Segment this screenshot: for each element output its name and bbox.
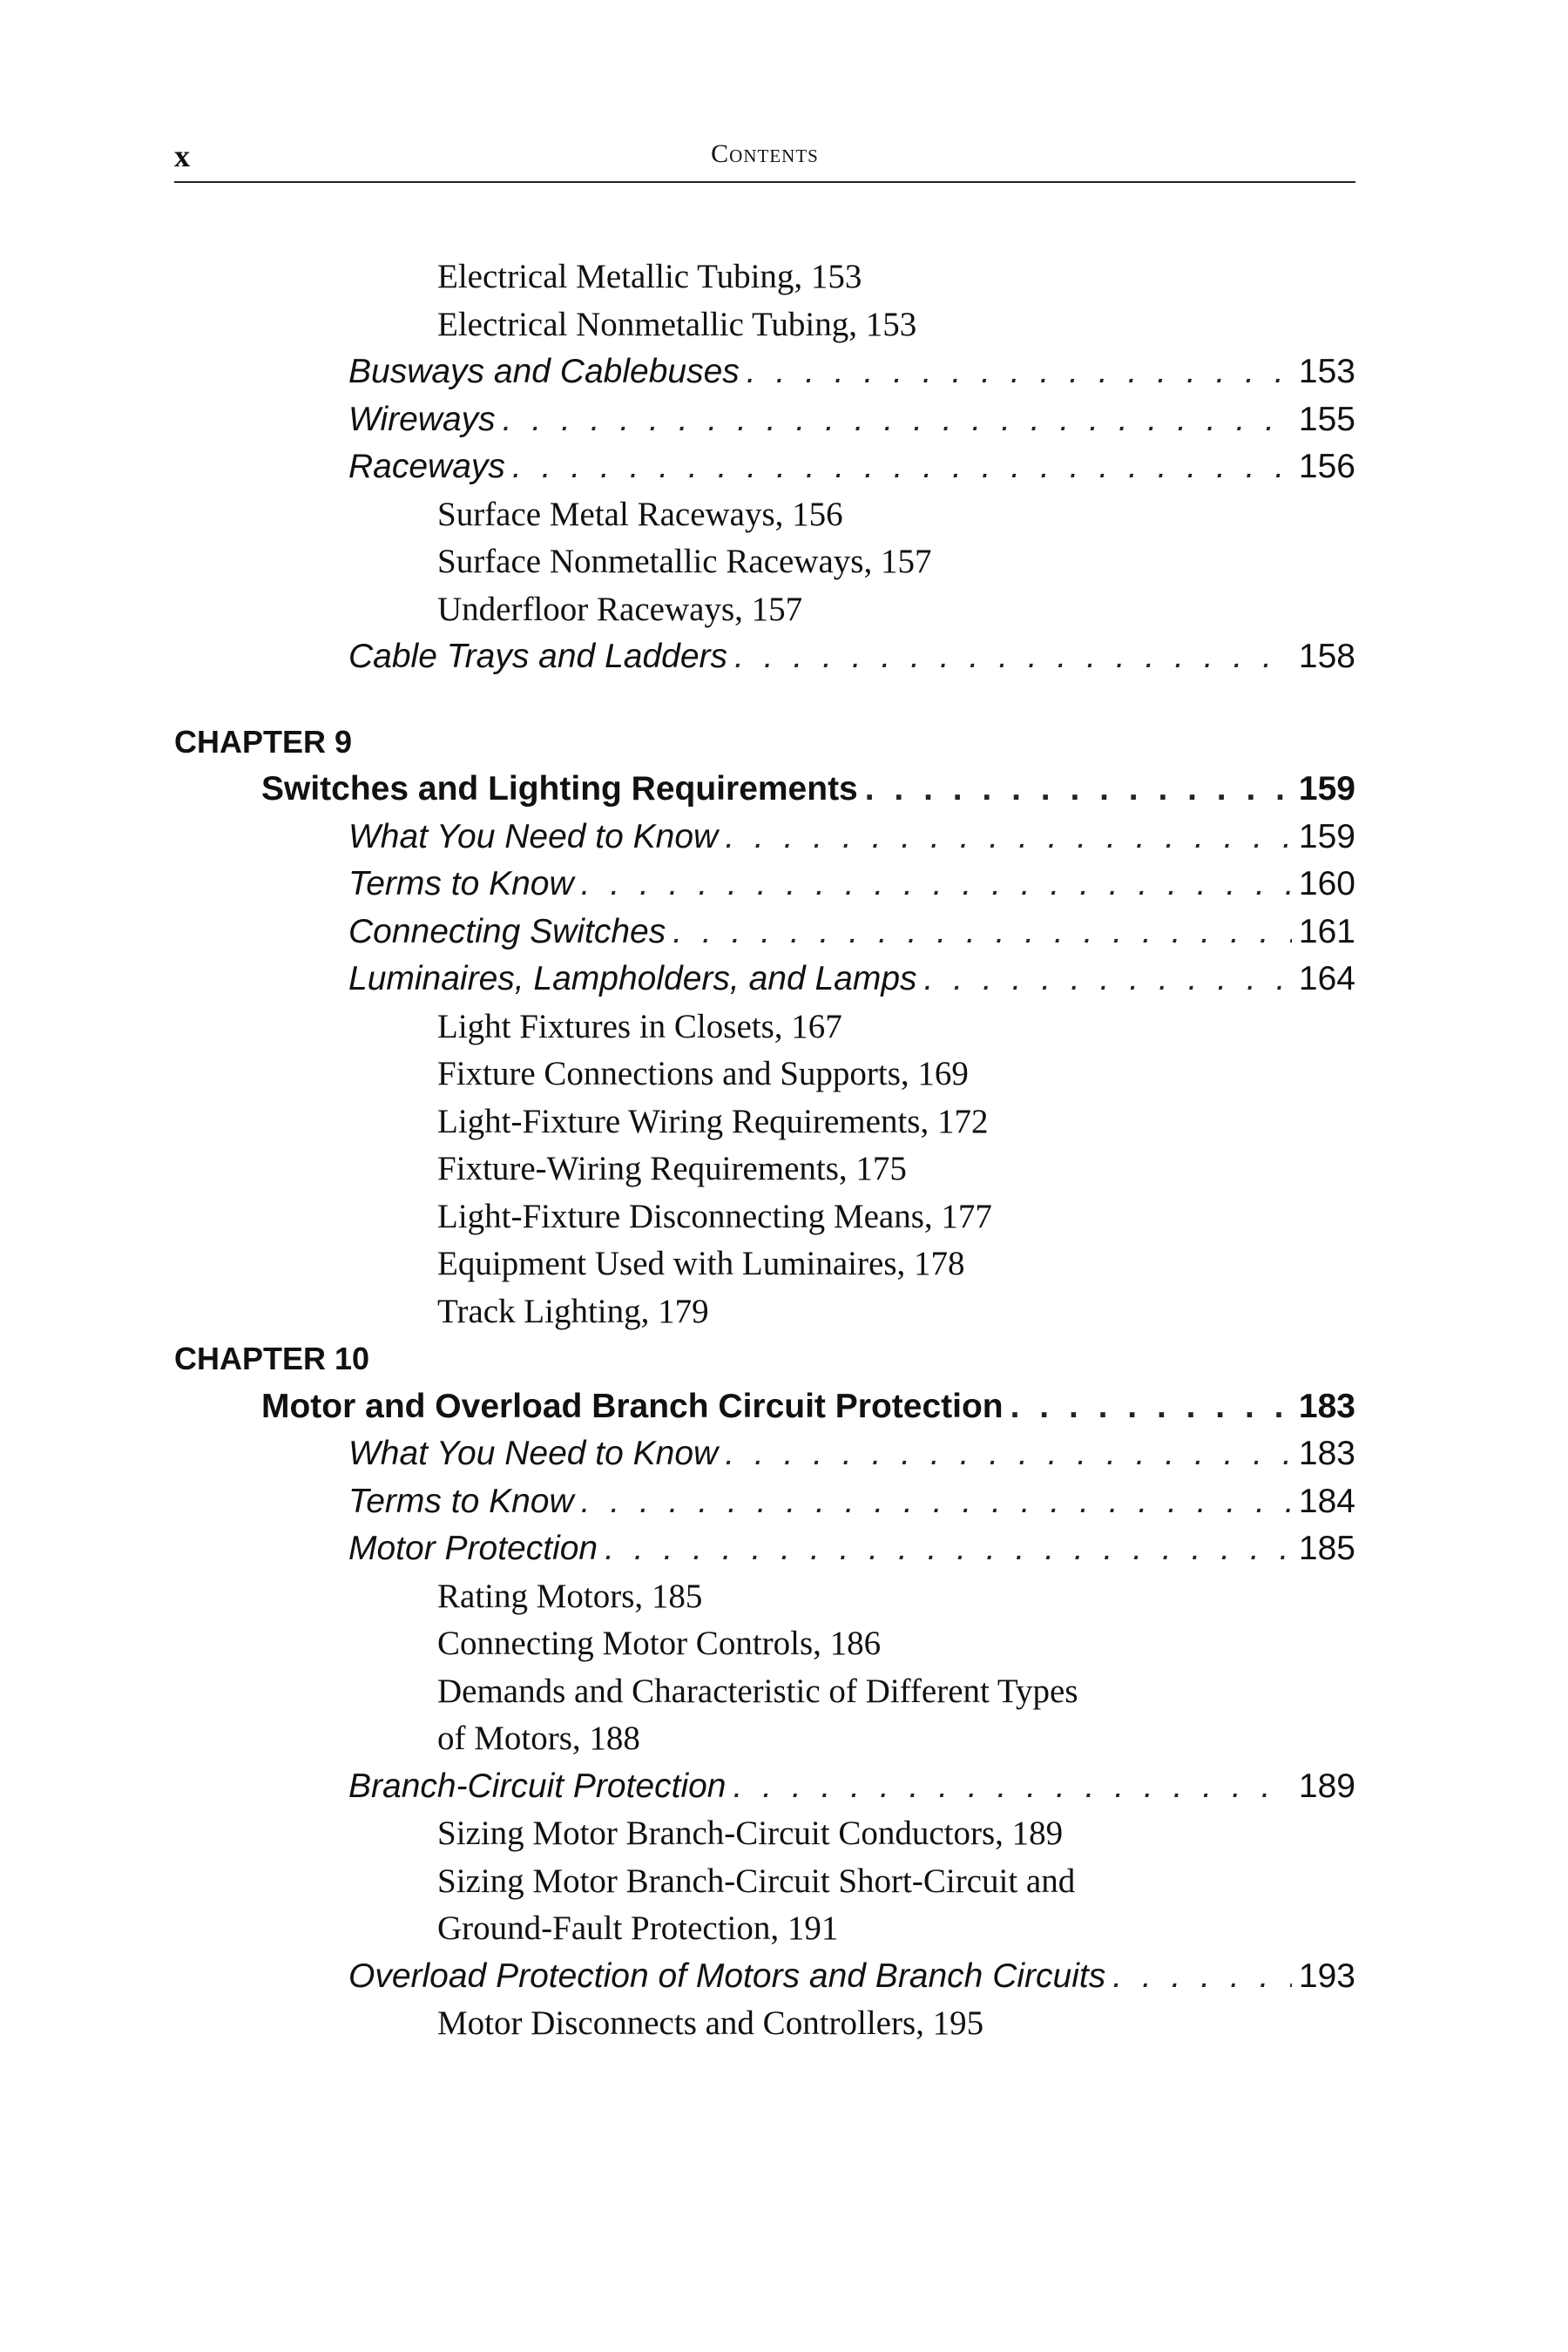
dot-leader bbox=[747, 348, 1292, 396]
chapter-label: CHAPTER 10 bbox=[174, 1341, 370, 1376]
toc-subentry: Surface Nonmetallic Raceways, 157 bbox=[437, 543, 932, 580]
toc-subentry: Ground-Fault Protection, 191 bbox=[437, 1909, 839, 1947]
toc-subentry: Light-Fixture Wiring Requirements, 172 bbox=[437, 1102, 989, 1140]
dot-leader bbox=[672, 909, 1292, 956]
toc-subentry: Sizing Motor Branch-Circuit Conductors, 189 bbox=[437, 1815, 1064, 1852]
toc-page-number: 156 bbox=[1298, 448, 1355, 485]
toc-section-title: Raceways bbox=[348, 448, 505, 485]
toc-section bbox=[174, 814, 1355, 862]
toc-section bbox=[174, 443, 1355, 491]
toc-subentry: Fixture Connections and Supports, 169 bbox=[437, 1055, 969, 1092]
toc-section-title: Connecting Switches bbox=[348, 912, 666, 950]
toc-section bbox=[174, 1953, 1355, 2001]
toc-subentry: of Motors, 188 bbox=[437, 1720, 640, 1757]
toc-section-title: Wireways bbox=[348, 400, 496, 438]
toc-page-number: 160 bbox=[1298, 865, 1355, 902]
dot-leader bbox=[924, 956, 1292, 1004]
toc-page-number: 159 bbox=[1298, 817, 1355, 855]
toc-subentry: Surface Metal Raceways, 156 bbox=[437, 495, 843, 533]
toc-subentry: Underfloor Raceways, 157 bbox=[437, 590, 803, 628]
running-header bbox=[174, 131, 1355, 183]
toc-subentry: Electrical Metallic Tubing, 153 bbox=[437, 258, 862, 295]
toc-page-number: 184 bbox=[1298, 1482, 1355, 1520]
toc-subentry: Track Lighting, 179 bbox=[437, 1292, 709, 1330]
toc-page-number: 193 bbox=[1298, 1957, 1355, 1995]
toc-subentry: Demands and Characteristic of Different Types bbox=[437, 1672, 1078, 1710]
dot-leader bbox=[1112, 1953, 1292, 2001]
toc-chapter-title-row bbox=[174, 1383, 1355, 1431]
toc-section bbox=[174, 1430, 1355, 1478]
toc-section bbox=[174, 956, 1355, 1004]
toc-section bbox=[174, 1763, 1355, 1811]
toc-section bbox=[174, 633, 1355, 681]
toc-section-title: Branch-Circuit Protection bbox=[348, 1767, 727, 1805]
toc-section-title: Cable Trays and Ladders bbox=[348, 638, 728, 675]
dot-leader bbox=[512, 443, 1292, 491]
toc-section bbox=[174, 1478, 1355, 1526]
toc-page-number: 183 bbox=[1298, 1435, 1355, 1472]
table-of-contents bbox=[174, 253, 1355, 2048]
toc-page-number: 155 bbox=[1298, 400, 1355, 438]
toc-chapter-title: Switches and Lighting Requirements bbox=[261, 770, 858, 808]
toc-page-number: 185 bbox=[1298, 1530, 1355, 1567]
toc-page-number: 158 bbox=[1298, 638, 1355, 675]
dot-leader bbox=[1010, 1383, 1292, 1431]
toc-chapter-title: Motor and Overload Branch Circuit Protection bbox=[261, 1387, 1004, 1425]
toc-section-title: Motor Protection bbox=[348, 1530, 598, 1567]
toc-section-title: What You Need to Know bbox=[348, 817, 719, 855]
toc-subentry: Light-Fixture Disconnecting Means, 177 bbox=[437, 1197, 992, 1235]
dot-leader bbox=[865, 766, 1292, 814]
page-folio: x bbox=[174, 139, 190, 173]
dot-leader bbox=[581, 861, 1292, 909]
toc-subentry: Connecting Motor Controls, 186 bbox=[437, 1625, 882, 1662]
dot-leader bbox=[503, 396, 1292, 444]
toc-page-number: 189 bbox=[1298, 1767, 1355, 1805]
toc-page-number: 153 bbox=[1298, 353, 1355, 390]
toc-section-title: Overload Protection of Motors and Branch Circuits bbox=[348, 1957, 1106, 1995]
toc-chapter-title-row bbox=[174, 766, 1355, 814]
toc-section bbox=[174, 909, 1355, 956]
toc-subentry: Electrical Nonmetallic Tubing, 153 bbox=[437, 305, 917, 343]
toc-section-title: What You Need to Know bbox=[348, 1435, 719, 1472]
toc-section-title: Terms to Know bbox=[348, 865, 574, 902]
toc-subentry: Motor Disconnects and Controllers, 195 bbox=[437, 2004, 984, 2042]
toc-section bbox=[174, 1525, 1355, 1573]
toc-section-title: Busways and Cablebuses bbox=[348, 353, 740, 390]
toc-section bbox=[174, 348, 1355, 396]
spacer bbox=[174, 681, 1355, 719]
toc-page-number: 159 bbox=[1298, 770, 1355, 808]
running-head-title: Contents bbox=[711, 139, 819, 168]
dot-leader bbox=[725, 814, 1292, 862]
toc-page-number: 161 bbox=[1298, 912, 1355, 950]
toc-subentry: Fixture-Wiring Requirements, 175 bbox=[437, 1150, 907, 1187]
dot-leader bbox=[734, 633, 1292, 681]
chapter-label: CHAPTER 9 bbox=[174, 723, 353, 760]
toc-subentry: Light Fixtures in Closets, 167 bbox=[437, 1007, 842, 1045]
toc-subentry: Sizing Motor Branch-Circuit Short-Circuit and bbox=[437, 1862, 1076, 1900]
dot-leader bbox=[581, 1478, 1292, 1526]
toc-section-title: Luminaires, Lampholders, and Lamps bbox=[348, 960, 917, 997]
dot-leader bbox=[733, 1763, 1292, 1811]
toc-page-number: 183 bbox=[1298, 1387, 1355, 1425]
toc-subentry: Rating Motors, 185 bbox=[437, 1577, 703, 1615]
toc-section bbox=[174, 396, 1355, 444]
toc-section bbox=[174, 861, 1355, 909]
toc-subentry: Equipment Used with Luminaires, 178 bbox=[437, 1245, 965, 1282]
dot-leader bbox=[725, 1430, 1292, 1478]
toc-page-number: 164 bbox=[1298, 960, 1355, 997]
toc-section-title: Terms to Know bbox=[348, 1482, 574, 1520]
dot-leader bbox=[605, 1525, 1292, 1573]
